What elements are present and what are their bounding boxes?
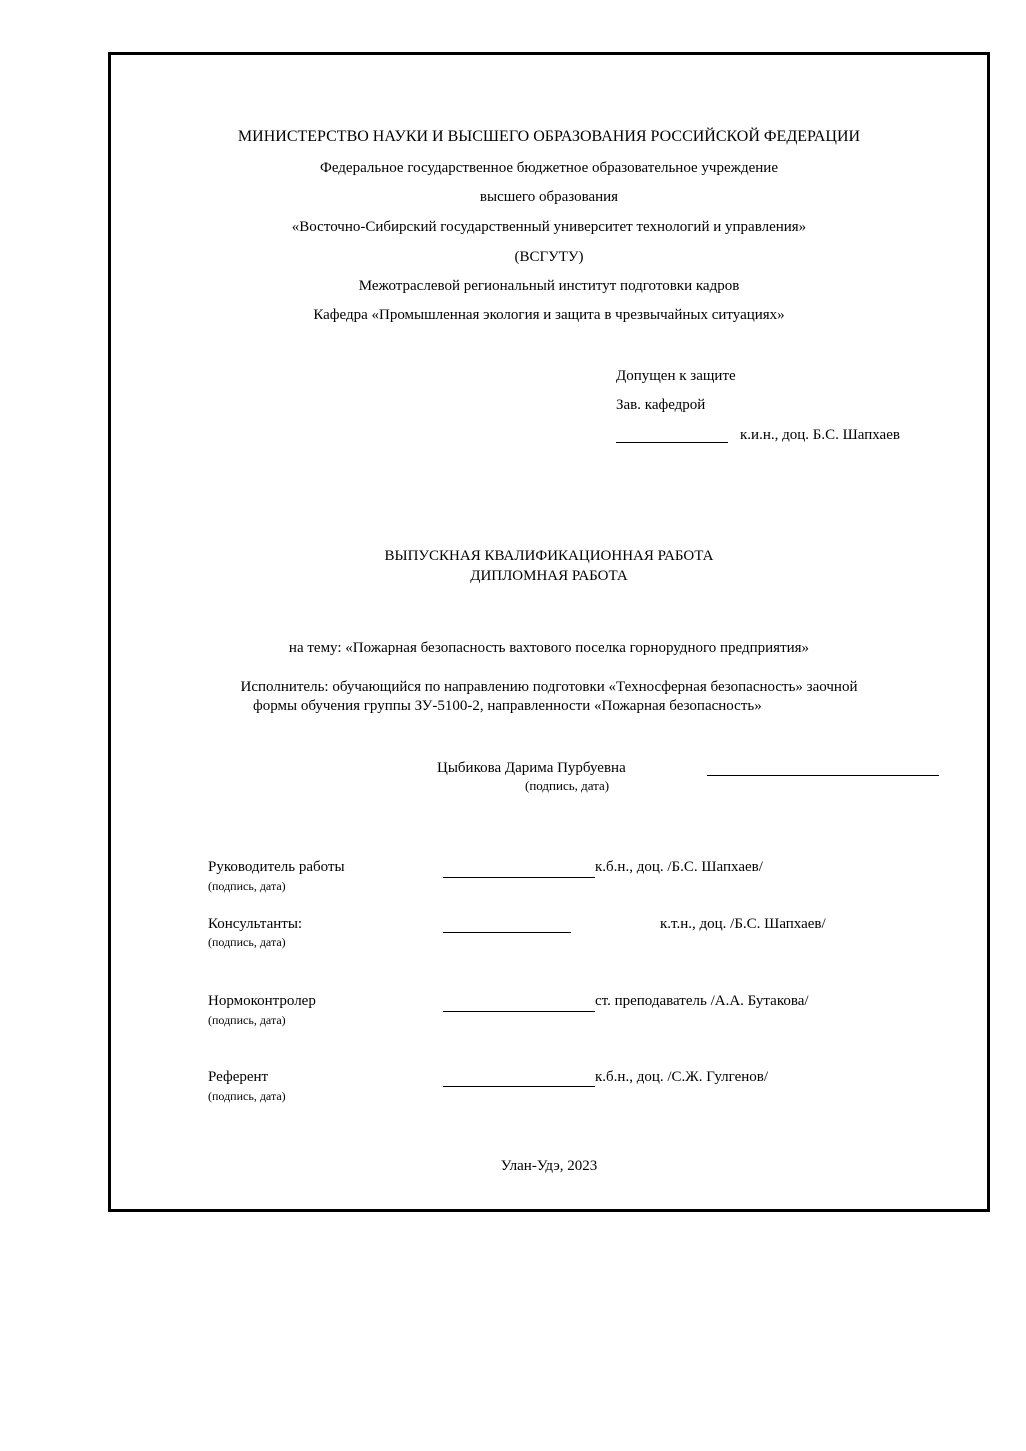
performer-sign-note: (подпись, дата) [525,778,610,793]
department-name: Кафедра «Промышленная экология и защита в чрезвычайных ситуациях» [313,307,785,323]
consultant-signature-line [443,932,571,933]
consultant-person: к.т.н., доц. /Б.С. Шапхаев/ [660,916,826,932]
normcontroller-sign-note: (подпись, дата) [208,1013,286,1027]
title-page-frame [108,52,990,1212]
institution-type: Федеральное государственное бюджетное образовательное учреждение [319,160,778,176]
performer-name: Цыбикова Дарима Пурбуевна [437,760,626,776]
university-name: «Восточно-Сибирский государственный университет технологий и управления» [291,219,807,235]
supervisor-sign-note: (подпись, дата) [208,879,286,893]
consultant-sign-note: (подпись, дата) [208,935,286,949]
work-type-title: ВЫПУСКНАЯ КВАЛИФИКАЦИОННАЯ РАБОТА [384,548,714,564]
referent-role: Референт [208,1069,269,1085]
city-year: Улан-Удэ, 2023 [500,1158,598,1174]
normcontroller-signature-line [443,1011,595,1012]
performer-signature-line [707,775,939,776]
performer-line-1: Исполнитель: обучающийся по направлению подготовки «Техносферная безопасность» заочной [240,679,858,695]
head-name: к.и.н., доц. Б.С. Шапхаев [740,427,900,443]
supervisor-signature-line [443,877,595,878]
supervisor-person: к.б.н., доц. /Б.С. Шапхаев/ [595,859,763,875]
work-subtype-title: ДИПЛОМНАЯ РАБОТА [470,568,628,584]
performer-line-2: формы обучения группы ЗУ-5100-2, направленности «Пожарная безопасность» [253,698,762,714]
supervisor-role: Руководитель работы [208,859,345,875]
ministry-name: МИНИСТЕРСТВО НАУКИ И ВЫСШЕГО ОБРАЗОВАНИЯ РОССИЙСКОЙ ФЕДЕРАЦИИ [237,128,861,145]
referent-sign-note: (подпись, дата) [208,1089,286,1103]
admitted-label: Допущен к защите [616,368,736,384]
referent-person: к.б.н., доц. /С.Ж. Гулгенов/ [595,1069,769,1085]
consultant-role: Консультанты: [208,916,303,932]
education-level: высшего образования [479,189,619,205]
head-label: Зав. кафедрой [616,397,706,413]
referent-signature-line [443,1086,595,1087]
university-abbreviation: (ВСГУТУ) [514,249,584,265]
normcontroller-role: Нормоконтролер [208,993,316,1009]
topic-line: на тему: «Пожарная безопасность вахтового поселка горнорудного предприятия» [288,640,810,656]
normcontroller-person: ст. преподаватель /А.А. Бутакова/ [595,993,809,1009]
institute-name: Межотраслевой региональный институт подготовки кадров [358,278,740,294]
head-signature-line [616,442,728,443]
